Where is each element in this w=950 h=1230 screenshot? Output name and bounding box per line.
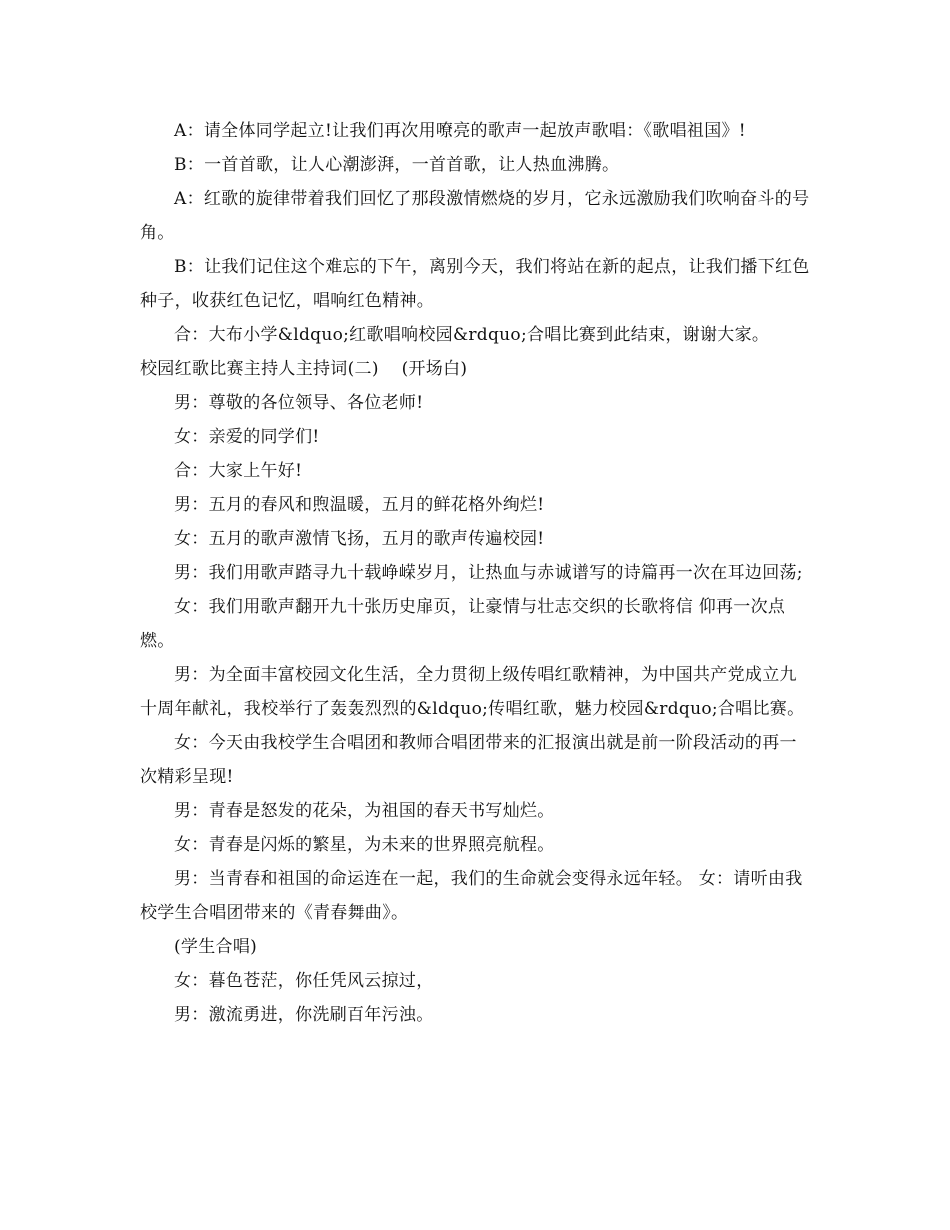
paragraph: B：一首首歌，让人心潮澎湃，一首首歌，让人热血沸腾。 bbox=[174, 155, 620, 175]
paragraph: 女：暮色苍茫，你任凭风云掠过， bbox=[174, 971, 434, 991]
paragraph: 女：五月的歌声激情飞扬，五月的歌声传遍校园! bbox=[174, 529, 545, 549]
paragraph: 女：今天由我校学生合唱团和教师合唱团带来的汇报演出就是前一阶段活动的再一次精彩呈现! bbox=[140, 733, 797, 787]
paragraph: A：红歌的旋律带着我们回忆了那段激情燃烧的岁月，它永远激励我们吹响奋斗的号角。 bbox=[140, 189, 810, 243]
paragraph: 男：青春是怒发的花朵，为祖国的春天书写灿烂。 bbox=[174, 801, 555, 821]
paragraph: 女：青春是闪烁的繁星，为未来的世界照亮航程。 bbox=[174, 835, 555, 855]
document-body bbox=[140, 114, 814, 1032]
section-heading: 校园红歌比赛主持人主持词(二) (开场白) bbox=[140, 359, 468, 379]
paragraph: 男：为全面丰富校园文化生活，全力贯彻上级传唱红歌精神，为中国共产党成立九十周年献礼，我校举行了轰轰烈烈的&ldquo;传唱红歌，魅力校园&rdquo;合唱比赛。 bbox=[140, 665, 805, 719]
paragraph: 合：大布小学&ldquo;红歌唱响校园&rdquo;合唱比赛到此结束，谢谢大家。 bbox=[174, 325, 770, 345]
paragraph: 女：我们用歌声翻开九十张历史扉页，让豪情与壮志交织的长歌将信 仰再一次点燃。 bbox=[140, 597, 786, 651]
paragraph: 男：激流勇进，你洗刷百年污浊。 bbox=[174, 1005, 434, 1025]
paragraph: B：让我们记住这个难忘的下午，离别今天，我们将站在新的起点，让我们播下红色种子，收获红色记忆，唱响红色精神。 bbox=[140, 257, 810, 311]
paragraph: (学生合唱) bbox=[174, 937, 258, 957]
paragraph: 男：当青春和祖国的命运连在一起，我们的生命就会变得永远年轻。 女：请听由我校学生合唱团带来的《青春舞曲》。 bbox=[140, 869, 803, 923]
paragraph: 女：亲爱的同学们! bbox=[174, 427, 320, 447]
paragraph: 合：大家上午好! bbox=[174, 461, 303, 481]
paragraph: A：请全体同学起立!让我们再次用嘹亮的歌声一起放声歌唱：《歌唱祖国》! bbox=[174, 121, 746, 141]
paragraph: 男：五月的春风和煦温暖，五月的鲜花格外绚烂! bbox=[174, 495, 545, 515]
paragraph: 男：尊敬的各位领导、各位老师! bbox=[174, 393, 424, 413]
paragraph: 男：我们用歌声踏寻九十载峥嵘岁月，让热血与赤诚谱写的诗篇再一次在耳边回荡; bbox=[174, 563, 803, 583]
